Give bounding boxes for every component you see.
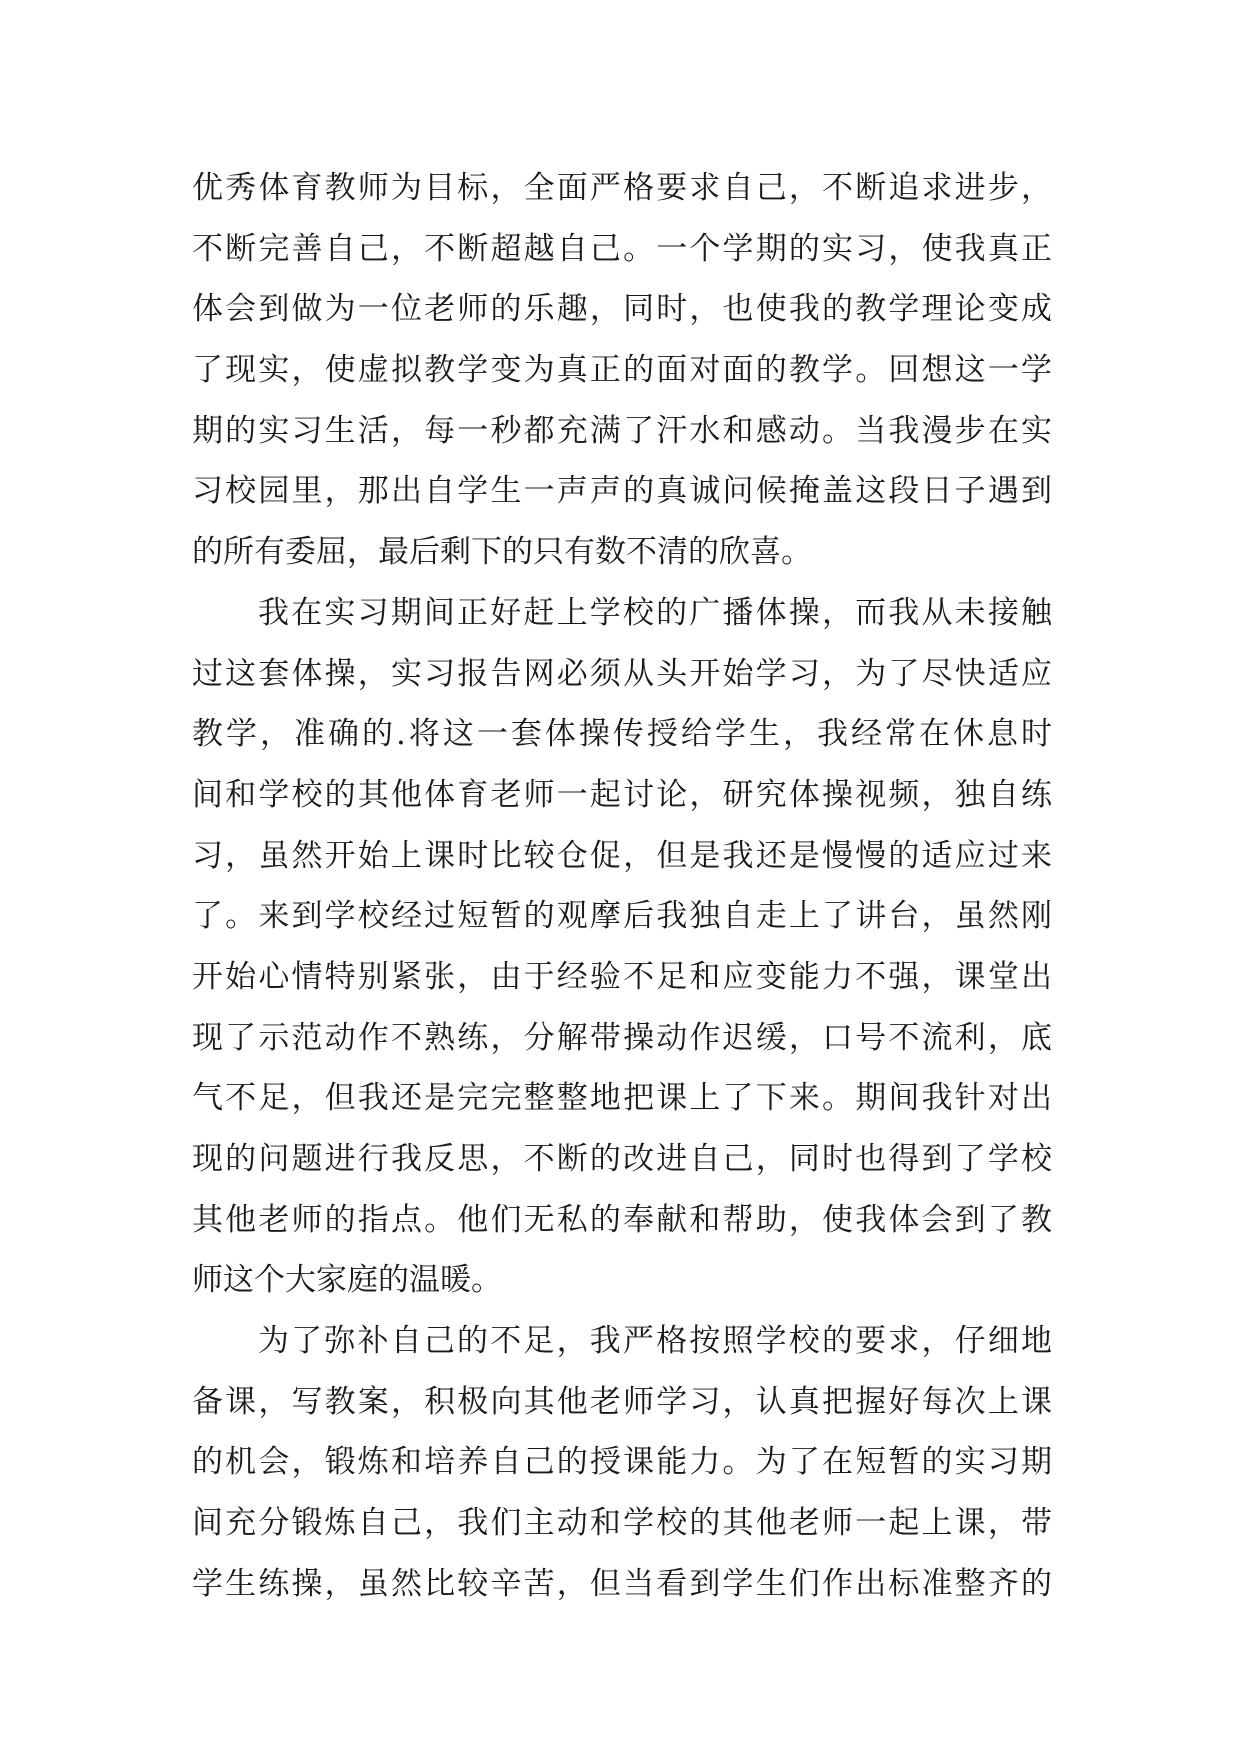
text-line: 的机会，锻炼和培养自己的授课能力。为了在短暂的实习期 [192,1444,1052,1481]
text-line: 为了弥补自己的不足，我严格按照学校的要求，仔细地 [258,1323,1052,1360]
text-line: 体会到做为一位老师的乐趣，同时，也使我的教学理论变成 [192,291,1052,328]
text-line: 间充分锻炼自己，我们主动和学校的其他老师一起上课，带 [192,1505,1052,1542]
text-line: 现的问题进行我反思，不断的改进自己，同时也得到了学校 [192,1141,1052,1177]
text-line: 气不足，但我还是完完整整地把课上了下来。期间我针对出 [192,1080,1052,1117]
text-line: 学生练操，虽然比较辛苦，但当看到学生们作出标准整齐的 [192,1565,1052,1602]
text-line: 不断完善自己，不断超越自己。一个学期的实习，使我真正 [192,230,1052,267]
text-line: 现了示范动作不熟练，分解带操动作迟缓，口号不流利，底 [192,1019,1052,1056]
text-line: 的所有委屈，最后剩下的只有数不清的欣喜。 [192,534,812,571]
text-line: 教学，准确的.将这一套体操传授给学生，我经常在休息时 [192,716,1052,753]
text-line: 间和学校的其他体育老师一起讨论，研究体操视频，独自练 [192,776,1052,813]
body-text [192,158,1052,1615]
text-line: 开始心情特别紧张，由于经验不足和应变能力不强，课堂出 [192,958,1052,995]
text-line: 了。来到学校经过短暂的观摩后我独自走上了讲台，虽然刚 [192,898,1052,935]
text-line: 了现实，使虚拟教学变为真正的面对面的教学。回想这一学 [192,352,1052,389]
text-line: 习，虽然开始上课时比较仓促，但是我还是慢慢的适应过来 [192,837,1052,874]
text-line: 过这套体操，实习报告网必须从头开始学习，为了尽快适应 [192,655,1052,692]
text-line: 其他老师的指点。他们无私的奉献和帮助，使我体会到了教 [192,1201,1052,1238]
text-line: 优秀体育教师为目标，全面严格要求自己，不断追求进步， [192,170,1052,206]
text-line: 期的实习生活，每一秒都充满了汗水和感动。当我漫步在实 [192,412,1052,449]
text-line: 我在实习期间正好赶上学校的广播体操，而我从未接触 [258,594,1052,631]
text-line: 备课，写教案，积极向其他老师学习，认真把握好每次上课 [192,1383,1052,1420]
text-line: 师这个大家庭的温暖。 [192,1262,502,1299]
text-line: 习校园里，那出自学生一声声的真诚问候掩盖这段日子遇到 [192,473,1052,510]
